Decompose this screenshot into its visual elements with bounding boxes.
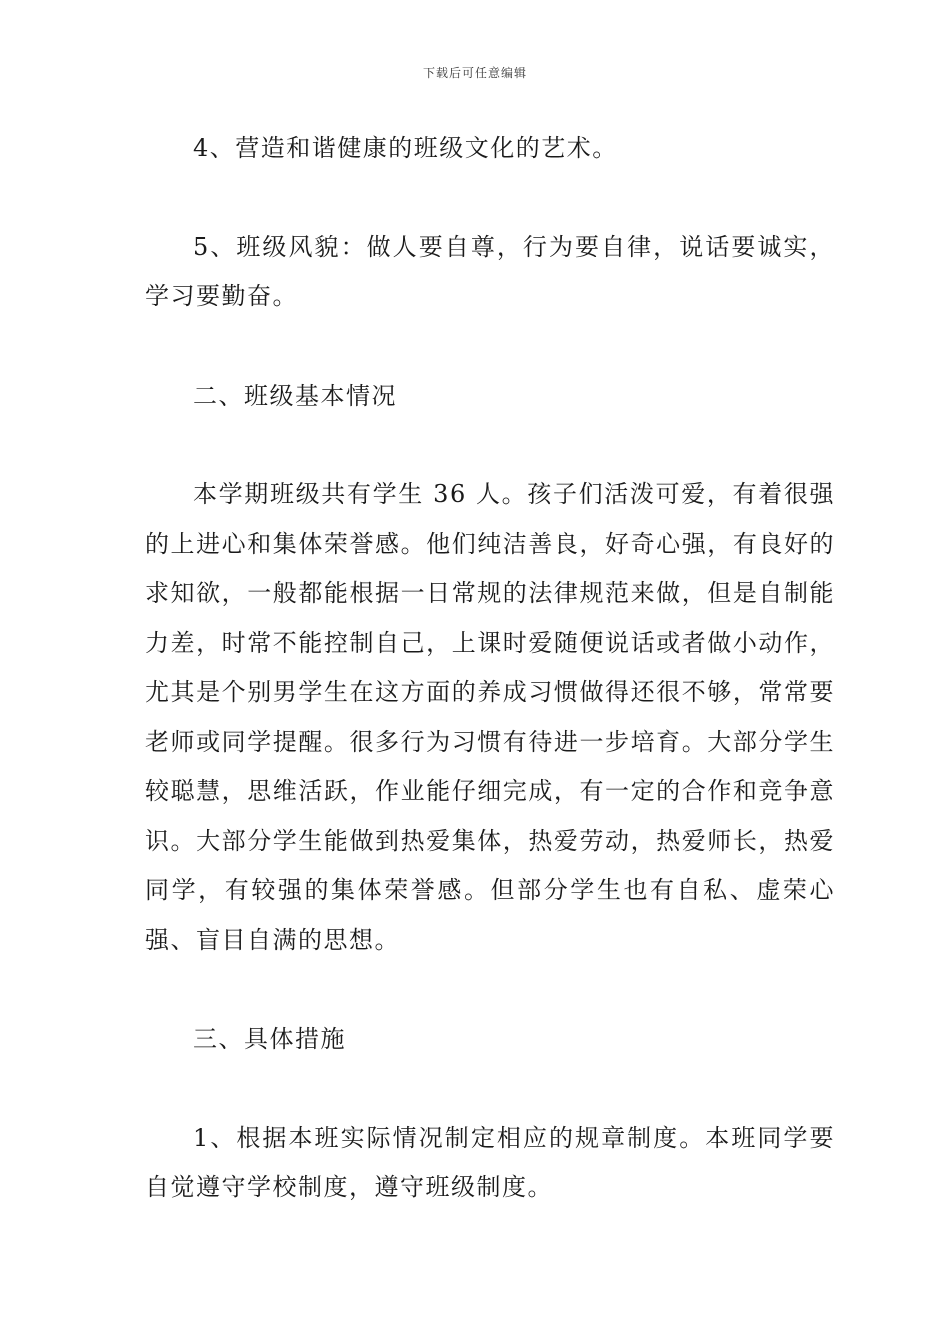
paragraph-class-situation: 本学期班级共有学生 36 人。孩子们活泼可爱，有着很强的上进心和集体荣誉感。他们纯洁善良，好奇心强，有良好的求知欲，一般都能根据一日常规的法律规范来做，但是自制能力差，时常不能控制自己，上课时爱随便说话或者做小动作，尤其是个别男学生在这方面的养成习惯做得还很不够，常常要老师或同学提醒。很多行为习惯有待进一步培育。大部分学生较聪慧，思维活跃，作业能仔细完成，有一定的合作和竞争意识。大部分学生能做到热爱集体，热爱劳动，热爱师长，热爱同学，有较强的集体荣誉感。但部分学生也有自私、虚荣心强、盲目自满的思想。 [145, 480, 835, 954]
page-header-note: 下载后可任意编辑 [422, 66, 527, 80]
paragraph-item-5: 5、班级风貌：做人要自尊，行为要自律，说话要诚实，学习要勤奋。 [145, 232, 835, 310]
document-body [145, 124, 835, 1263]
paragraph-measure-1: 1、根据本班实际情况制定相应的规章制度。本班同学要自觉遵守学校制度，遵守班级制度。 [145, 1123, 835, 1201]
section-heading-measures: 三、具体措施 [193, 1025, 346, 1053]
section-heading-basic-situation: 二、班级基本情况 [193, 381, 397, 410]
paragraph-item-4: 4、营造和谐健康的班级文化的艺术。 [193, 134, 618, 162]
